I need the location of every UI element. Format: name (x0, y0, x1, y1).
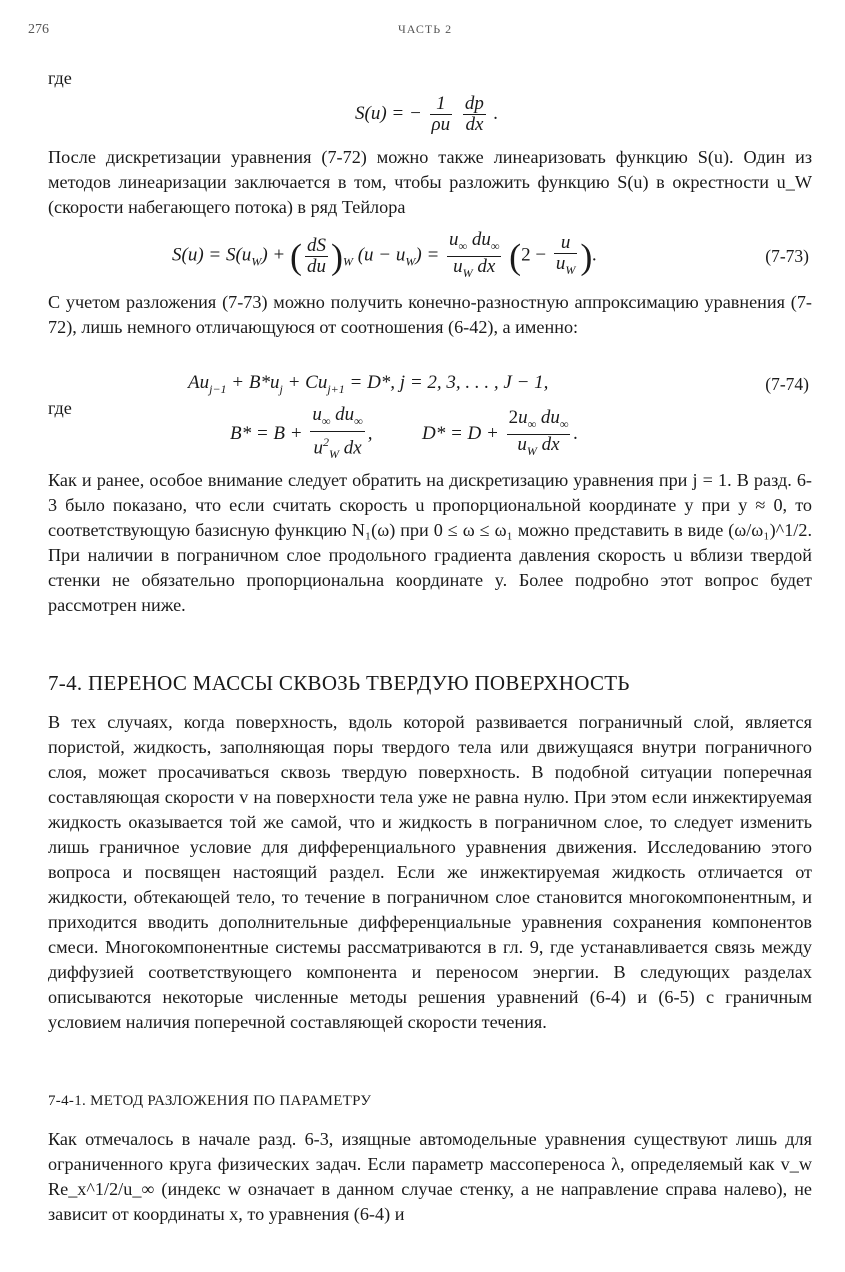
section-heading-7-4: 7-4. ПЕРЕНОС МАССЫ СКВОЗЬ ТВЕРДУЮ ПОВЕРХНОСТЬ (48, 671, 630, 695)
paragraph-mass-transfer: В тех случаях, когда поверхность, вдоль которой развивается пограничный слой, является пористой, жидкость, заполняющая поры твердого тела или движущаяся внутри пограничного слоя, может просачиваться сквозь твердую поверхность. В подобной ситуации поперечная составляющая скорости v на поверхности тела уже не равна нулю. При этом если инжектируемая жидкость оказывается той же самой, что и жидкость в пограничном слое, то следует изменить лишь граничное условие для дифференциального уравнения движения. Исследованию этого вопроса и посвящен настоящий раздел. Если же инжектируемая жидкость отличается от жидкости, обтекающей тело, то течение в пограничном слое становится многокомпонентным, и приходится вводить дополнительные дифференциальные уравнения сохранения компонентов смеси. Многокомпонентные системы рассматриваются в гл. 9, где устанавливается связь между диффузией соответствующего компонента и переносом энергии. В следующих разделах описываются некоторые численные методы решения уравнений (6-4) и (6-5) с граничным условием наличия поперечной составляющей скорости течения. (48, 712, 812, 1032)
paragraph-finite-difference: С учетом разложения (7-73) можно получить конечно-разностную аппроксимацию уравнения (7-72), лишь немного отличающуюся от соотношения (6-42), а именно: (48, 292, 812, 337)
equation-7-73: $S(u) = S(u_W)$ + ( $\frac{dS}{du}$ )$_W$ $(u - u_W)$ = $\frac{u_\infty du_\infty}{u_W dx}$ (2 − $\frac{u}{u_W}$ ). (172, 229, 598, 280)
paragraph-linearization: После дискретизации уравнения (7-72) можно также линеаризовать функцию S(u). Один из методов линеаризации заключается в том, чтобы разложить функцию S(u) в окрестности u_W (скорости набегающего потока) в ряд Тейлора (48, 147, 812, 217)
page-number: 276 (28, 22, 49, 37)
running-header (28, 22, 817, 42)
label-where-1: где (48, 68, 72, 88)
subsection-heading-7-4-1: 7-4-1. МЕТОД РАЗЛОЖЕНИЯ ПО ПАРАМЕТРУ (48, 1093, 372, 1109)
equation-number-7-73: (7-73) (765, 246, 809, 266)
paragraph-j-equals-one: Как и ранее, особое внимание следует обратить на дискретизацию уравнения при j = 1. В разд. 6-3 было показано, что если считать скорость u пропорциональной координате y при y ≈ 0, то соответствующую базисную функцию N₁(ω) при 0 ≤ ω ≤ ω₁ можно представить в виде (ω/ω₁)^1/2. При наличии в пограничном слое продольного градиента давления скорость u вблизи твердой стенки не обязательно пропорциональна координате y. Более подробно этот вопрос будет рассмотрен ниже. (48, 470, 812, 615)
equation-number-7-74: (7-74) (765, 374, 809, 394)
equation-s-of-u: S(u) = − $\frac{1}{\rho u}$ $\frac{dp}{dx}$ . (355, 93, 499, 135)
part-title: ЧАСТЬ 2 (398, 22, 453, 36)
paragraph-parameter-expansion: Как отмечалось в начале разд. 6-3, изящные автомодельные уравнения существуют лишь для ограниченного круга физических задач. Если параметр массопереноса λ, определяемый как v_w Re_x^1/2/u_∞ (индекс w означает в данном случае стенку, а не направление справа налево), не зависит от координаты x, то уравнения (6-4) и (48, 1129, 812, 1224)
equation-b-star-d-star: B* = B + $\frac{u_\infty du_\infty}{u^2_W dx}$ , D* = D + $\frac{2u_\infty du_\infty}{u_W dx}$ . (230, 404, 579, 461)
label-where-2: где (48, 398, 72, 418)
equation-7-74: $Au_{j-1} + B*u_j + Cu_{j+1} = D*$, j = 2, 3, . . . , J − 1, (188, 372, 549, 396)
